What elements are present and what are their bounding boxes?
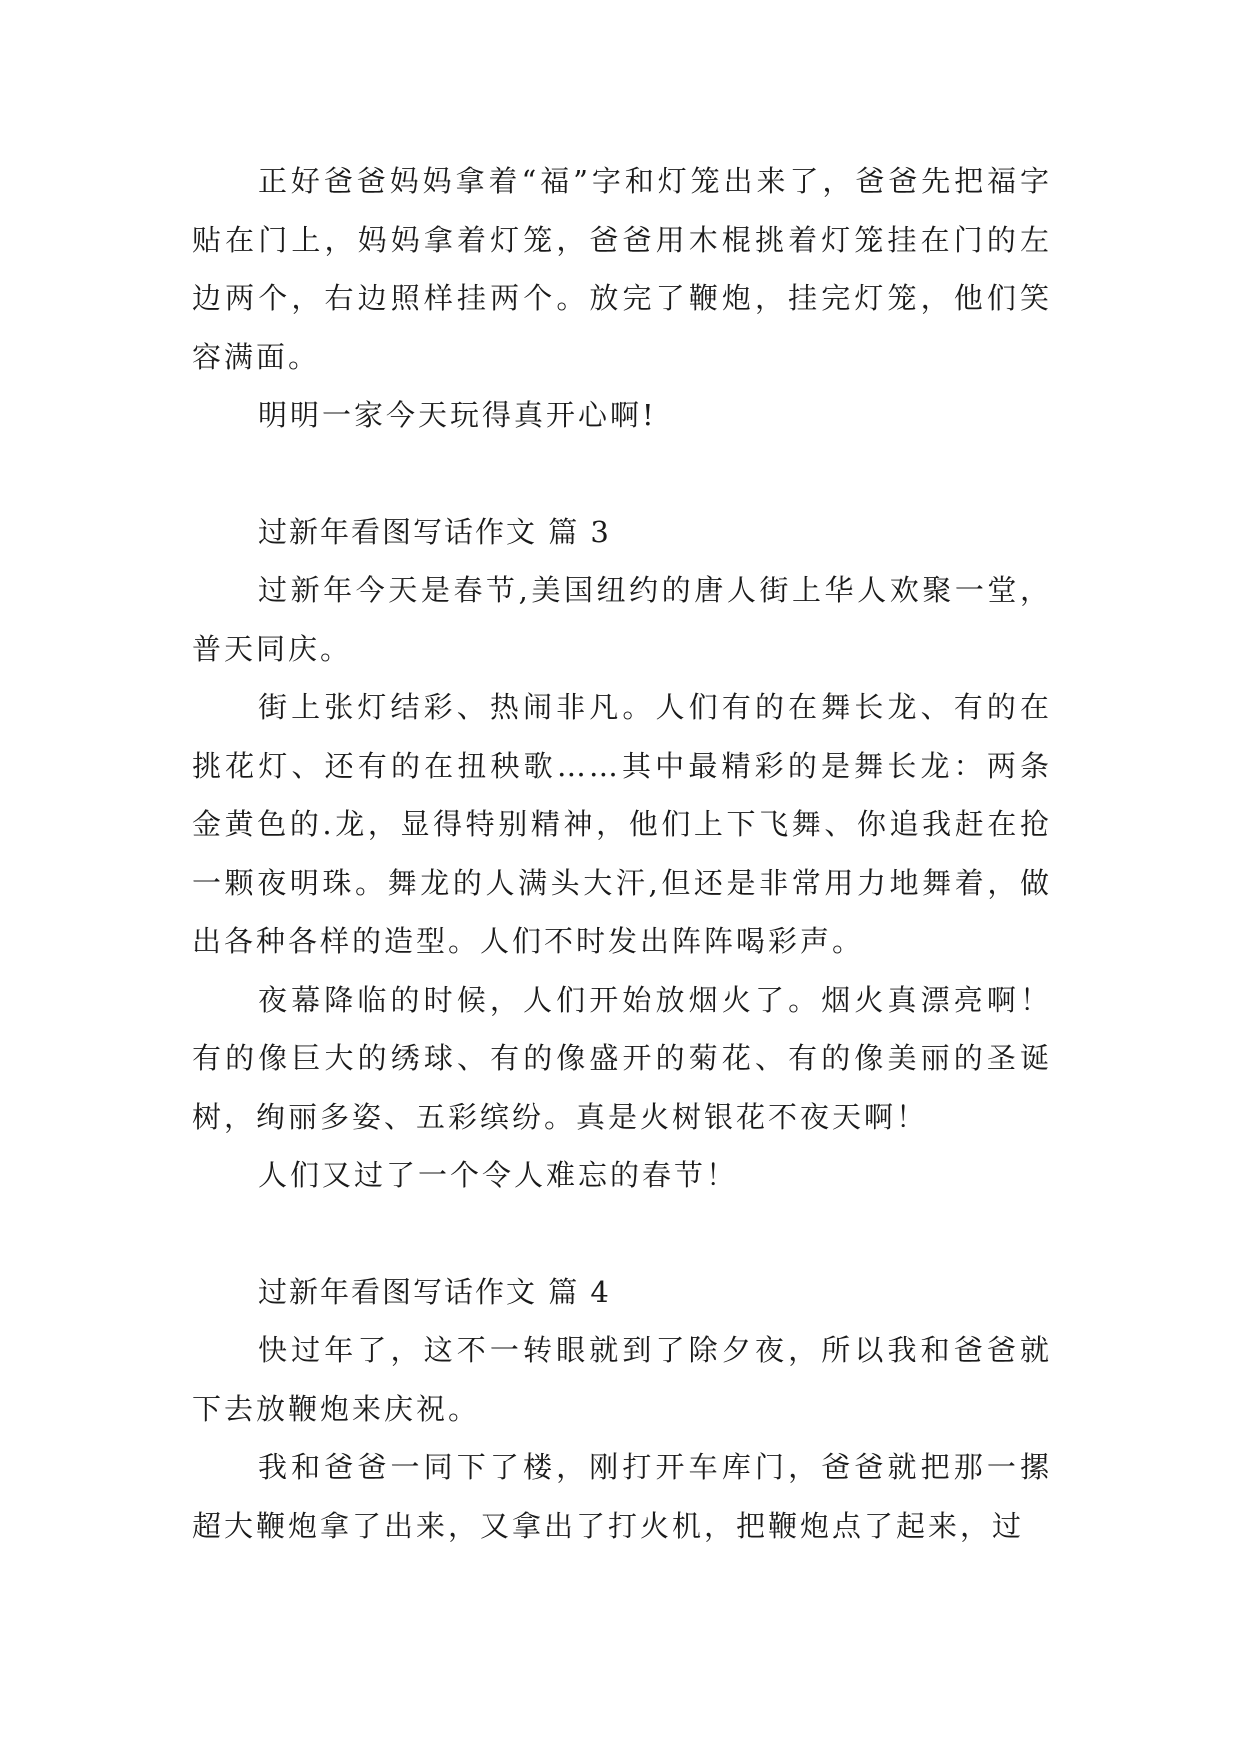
paragraph: 正好爸爸妈妈拿着“福”字和灯笼出来了，爸爸先把福字贴在门上，妈妈拿着灯笼，爸爸用木棍挑着灯笼挂在门的左边两个，右边照样挂两个。放完了鞭炮，挂完灯笼，他们笑容满面。 [192,164,1052,374]
section-heading: 过新年看图写话作文 篇 4 [258,1274,611,1309]
section-heading: 过新年看图写话作文 篇 3 [258,514,611,549]
paragraph: 人们又过了一个令人难忘的春节！ [258,1158,739,1192]
paragraph: 我和爸爸一同下了楼，刚打开车库门，爸爸就把那一摞超大鞭炮拿了出来，又拿出了打火机，把鞭炮点了起来，过 [192,1450,1052,1543]
paragraph: 过新年今天是春节,美国纽约的唐人街上华人欢聚一堂，普天同庆。 [192,573,1052,666]
document-body [192,152,1052,1555]
paragraph: 明明一家今天玩得真开心啊! [258,398,657,432]
paragraph: 夜幕降临的时候，人们开始放烟火了。烟火真漂亮啊！有的像巨大的绣球、有的像盛开的菊花、有的像美丽的圣诞树，绚丽多姿、五彩缤纷。真是火树银花不夜天啊！ [192,982,1052,1134]
paragraph: 街上张灯结彩、热闹非凡。人们有的在舞长龙、有的在挑花灯、还有的在扭秧歌……其中最精彩的是舞长龙：两条金黄色的.龙，显得特别精神，他们上下飞舞、你追我赶在抢一颗夜明珠。舞龙的人满头大汗,但还是非常用力地舞着，做出各种各样的造型。人们不时发出阵阵喝彩声。 [192,690,1052,958]
paragraph: 快过年了，这不一转眼就到了除夕夜，所以我和爸爸就下去放鞭炮来庆祝。 [192,1333,1052,1426]
